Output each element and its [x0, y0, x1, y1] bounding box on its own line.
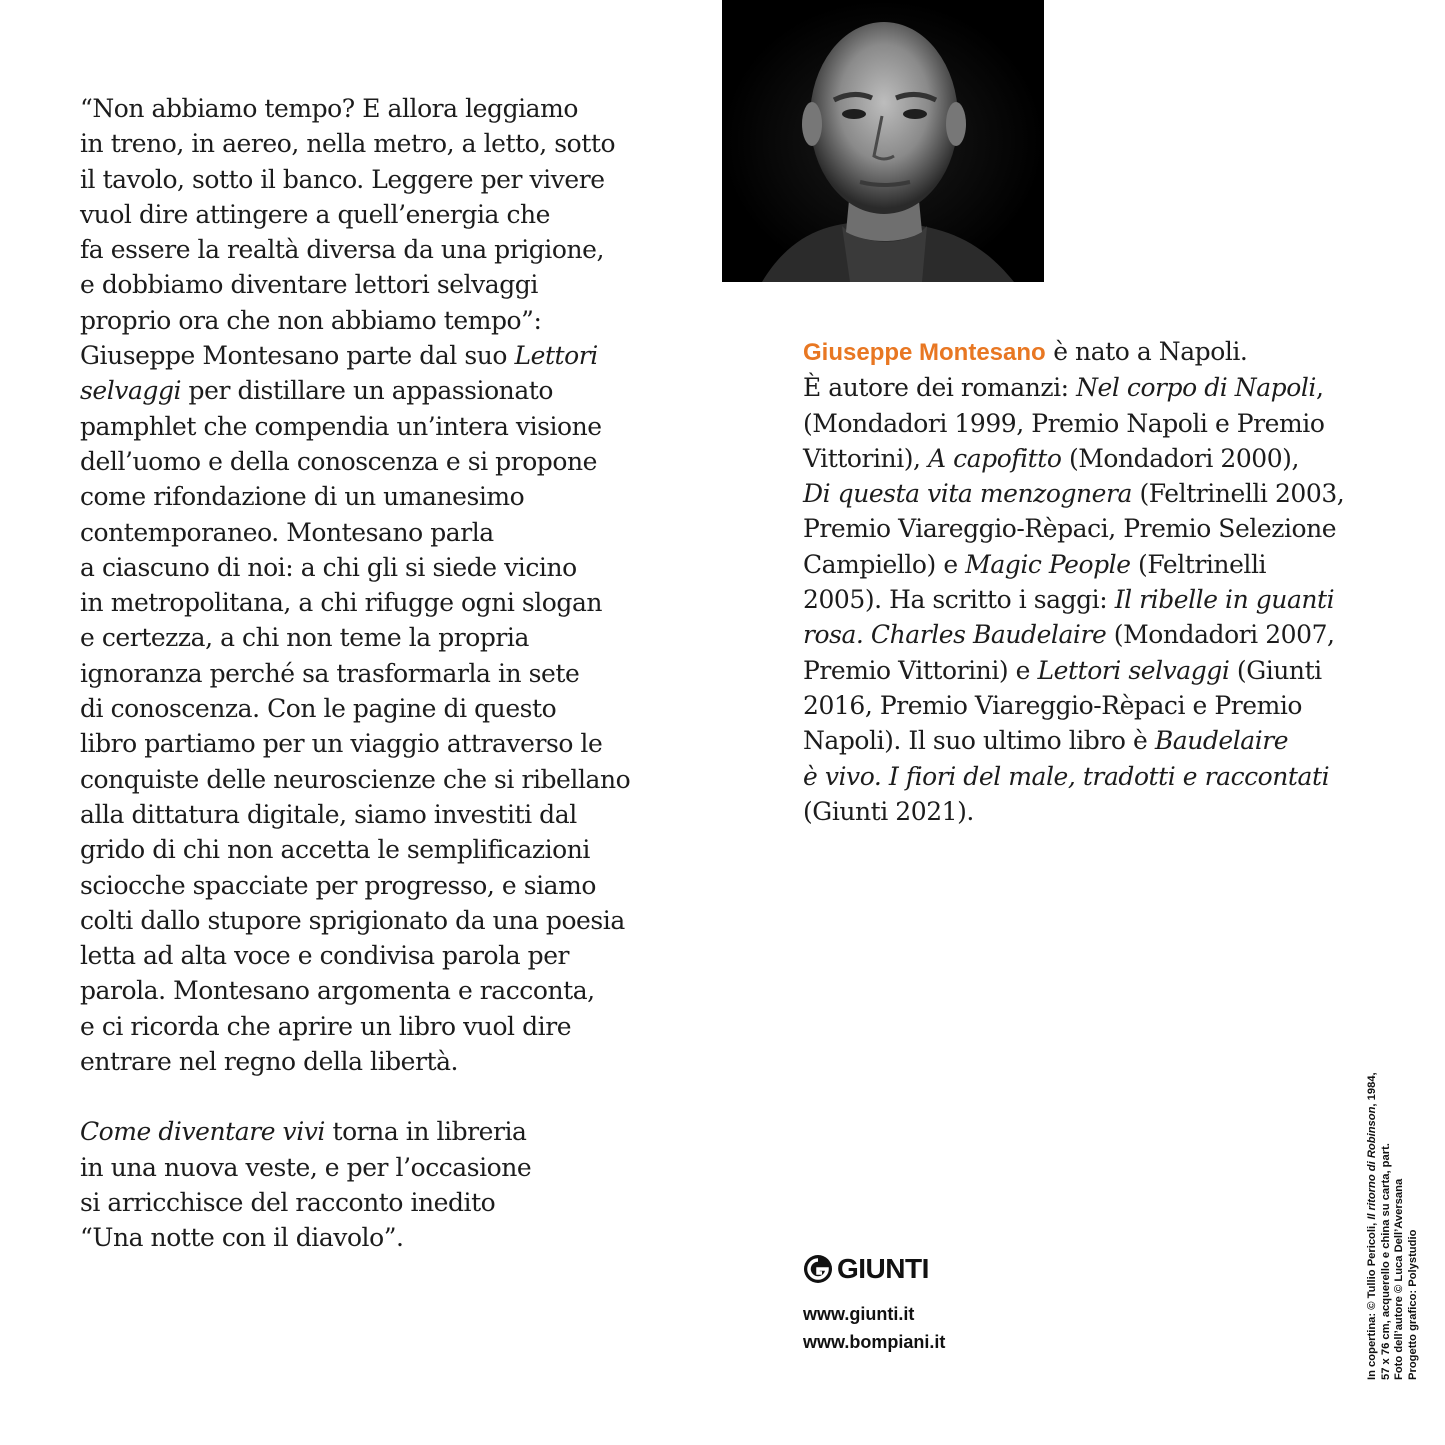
blurb-line: il tavolo, sotto il banco. Leggere per vivere	[80, 164, 605, 194]
line-text: 2005). Ha scritto i saggi:	[803, 585, 1115, 615]
bio-line	[803, 334, 1403, 370]
bio-line	[803, 759, 1403, 794]
blurb-line: vuol dire attingere a quell’energia che	[80, 199, 551, 229]
blurb-line: e certezza, a chi non teme la propria	[80, 623, 529, 653]
blurb-line: colti dallo stupore sprigionato da una poesia	[80, 905, 625, 935]
paragraph-gap	[80, 1079, 690, 1114]
blurb-closing-line: si arricchisce del racconto inedito	[80, 1187, 496, 1217]
blurb-line	[80, 338, 690, 373]
bio-line	[803, 723, 1403, 758]
line-text: (Feltrinelli 2003,	[1131, 479, 1345, 509]
blurb-line: e ci ricorda che aprire un libro vuol dire	[80, 1011, 572, 1041]
blurb-line: sciocche spacciate per progresso, e siamo	[80, 870, 596, 900]
line-text: Campiello) e	[803, 549, 966, 579]
blurb-closing-line: “Una notte con il diavolo”.	[80, 1223, 404, 1253]
blurb-line: fa essere la realtà diversa da una prigione,	[80, 235, 604, 265]
bio-line: 2016, Premio Viareggio-Rèpaci e Premio	[803, 690, 1302, 720]
line-text: (Mondadori 2000),	[1061, 443, 1299, 473]
blurb-line: come rifondazione di un umanesimo	[80, 482, 525, 512]
bio-line	[803, 617, 1403, 652]
blurb-line: a ciascuno di noi: a chi gli si siede vicino	[80, 552, 577, 582]
publisher-wordmark: GIUNTI	[837, 1253, 929, 1284]
bio-line: (Giunti 2021).	[803, 796, 974, 826]
italic-title: Di questa vita menzognera	[803, 479, 1132, 509]
giunti-g-icon	[803, 1254, 833, 1284]
italic-title: Il ritorno di Robinson	[1366, 1106, 1378, 1220]
author-name: Giuseppe Montesano	[803, 339, 1046, 366]
blurb-line: conquiste delle neuroscienze che si ribellano	[80, 764, 631, 794]
italic-title: Il ribelle in guanti	[1114, 585, 1335, 615]
blurb-line: libro partiamo per un viaggio attraverso le	[80, 729, 603, 759]
bio-line	[803, 582, 1403, 617]
blurb-line: in treno, in aereo, nella metro, a letto, sotto	[80, 129, 616, 159]
line-text: Giuseppe Montesano parte dal suo	[80, 341, 515, 371]
line-text: torna in libreria	[324, 1117, 527, 1147]
bio-line: Premio Viareggio-Rèpaci, Premio Selezione	[803, 514, 1337, 544]
line-text: È autore dei romanzi:	[803, 373, 1077, 403]
website-bompiani[interactable]: www.bompiani.it	[803, 1332, 946, 1352]
credit-line: Foto dell’autore © Luca Dell’Aversana	[1393, 1178, 1405, 1380]
blurb-line: proprio ora che non abbiamo tempo”:	[80, 305, 542, 335]
publisher-logo	[803, 1252, 929, 1286]
italic-title: Baudelaire	[1154, 726, 1289, 756]
blurb-closing-line: in una nuova veste, e per l’occasione	[80, 1152, 532, 1182]
italic-title: Nel corpo di Napoli	[1076, 373, 1316, 403]
author-photo	[722, 0, 1044, 282]
italic-title: rosa. Charles Baudelaire	[803, 620, 1107, 650]
bio-line	[803, 547, 1403, 582]
book-blurb	[80, 91, 690, 1256]
blurb-line: alla dittatura digitale, siamo investiti dal	[80, 799, 577, 829]
italic-title: Lettori selvaggi	[1037, 655, 1230, 685]
blurb-line: letta ad alta voce e condivisa parola per	[80, 941, 570, 971]
bio-line	[803, 476, 1403, 511]
bio-line	[803, 441, 1403, 476]
publisher-websites	[803, 1300, 945, 1356]
italic-title: A capofitto	[928, 443, 1062, 473]
author-portrait-image	[722, 0, 1044, 282]
line-text: In copertina: © Tullio Pericoli,	[1366, 1219, 1378, 1380]
blurb-line: e dobbiamo diventare lettori selvaggi	[80, 270, 538, 300]
line-text: (Feltrinelli	[1130, 549, 1267, 579]
website-giunti[interactable]: www.giunti.it	[803, 1304, 915, 1324]
credit-line: Progetto grafico: Polystudio	[1406, 1229, 1419, 1380]
blurb-line: ignoranza perché sa trasformarla in sete	[80, 658, 580, 688]
blurb-line	[80, 373, 690, 408]
blurb-line: di conoscenza. Con le pagine di questo	[80, 694, 557, 724]
line-text: (Mondadori 2007,	[1106, 620, 1335, 650]
blurb-line: entrare nel regno della libertà.	[80, 1047, 459, 1077]
blurb-line: in metropolitana, a chi rifugge ogni slogan	[80, 588, 603, 618]
bio-line	[803, 370, 1403, 405]
blurb-line: grido di chi non accetta le semplificazioni	[80, 835, 590, 865]
line-text: ,	[1315, 373, 1324, 403]
line-text: (Giunti	[1229, 655, 1322, 685]
blurb-line: “Non abbiamo tempo? E allora leggiamo	[80, 94, 578, 123]
blurb-line: parola. Montesano argomenta e racconta,	[80, 976, 595, 1006]
blurb-line: pamphlet che compendia un’intera visione	[80, 411, 602, 441]
italic-title: Magic People	[965, 549, 1131, 579]
line-text: per distillare un appassionato	[181, 376, 553, 406]
credit-line	[1366, 1010, 1380, 1380]
line-text: è nato a Napoli.	[1045, 337, 1248, 366]
italic-title: è vivo. I fiori del male, tradotti e raccontati	[803, 761, 1330, 791]
cover-credits	[1366, 1010, 1420, 1380]
bio-line	[803, 653, 1403, 688]
blurb-closing-line	[80, 1114, 690, 1149]
line-text: Vittorini),	[803, 443, 929, 473]
line-text: Premio Vittorini) e	[803, 655, 1038, 685]
blurb-line: dell’uomo e della conoscenza e si propone	[80, 446, 597, 476]
credit-line: 57 x 76 cm, acquerello e china su carta, part.	[1379, 1143, 1392, 1380]
blurb-line: contemporaneo. Montesano parla	[80, 517, 494, 547]
italic-title: selvaggi	[80, 376, 182, 406]
italic-title: Lettori	[514, 341, 598, 371]
line-text: , 1984,	[1366, 1072, 1378, 1107]
author-bio	[803, 334, 1403, 829]
bio-line: (Mondadori 1999, Premio Napoli e Premio	[803, 408, 1325, 438]
italic-title: Come diventare vivi	[80, 1117, 325, 1147]
line-text: Napoli). Il suo ultimo libro è	[803, 726, 1155, 756]
